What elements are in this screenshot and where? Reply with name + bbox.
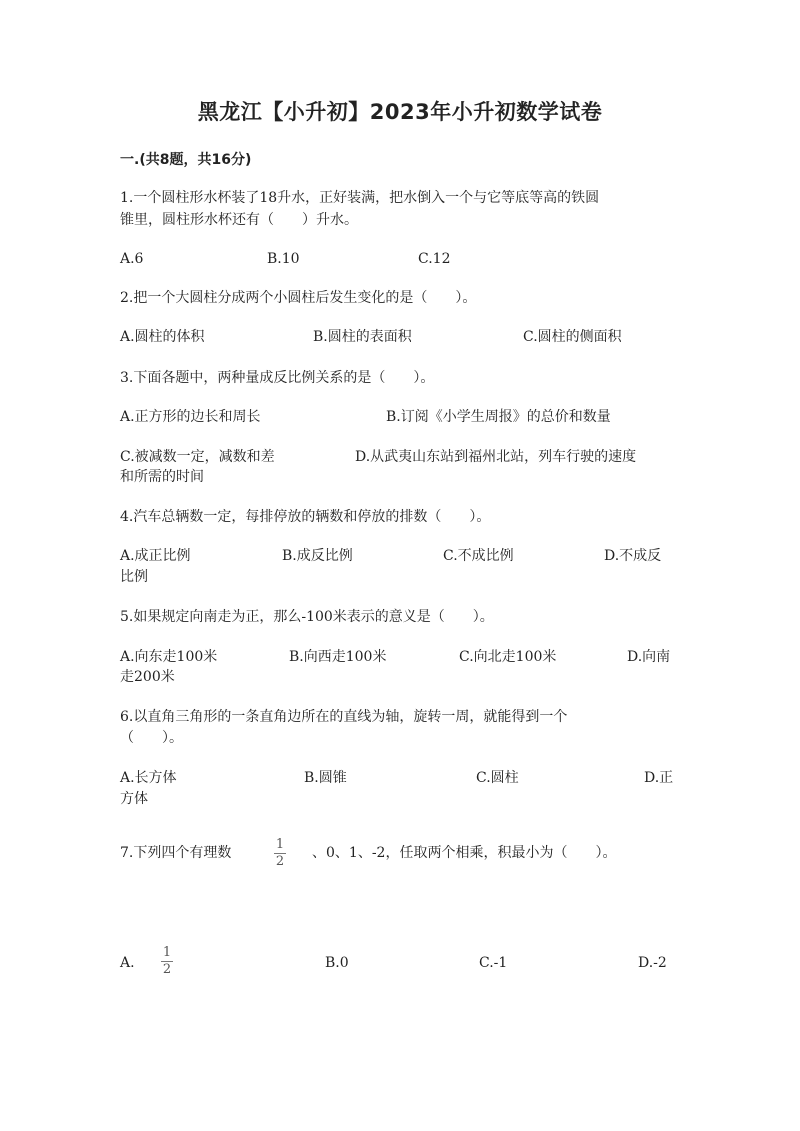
question-3-option-b: B.订阅《小学生周报》的总价和数量 <box>386 409 611 425</box>
question-7-option-c: C.-1 <box>479 955 508 971</box>
question-4-option-d: D.不成反 <box>604 548 662 564</box>
question-6-option-b: B.圆锥 <box>304 770 347 786</box>
question-4-option-d-continued: 比例 <box>120 569 148 585</box>
question-3-option-d-continued: 和所需的时间 <box>120 469 204 485</box>
question-2-option-a: A.圆柱的体积 <box>120 329 205 345</box>
question-5-option-d: D.向南 <box>627 649 671 665</box>
question-3-option-a: A.正方形的边长和周长 <box>120 409 261 425</box>
question-7-fraction <box>274 838 286 869</box>
question-5-option-d-continued: 走200米 <box>120 669 175 685</box>
question-1-option-b: B.10 <box>267 251 300 267</box>
question-7-option-b: B.0 <box>325 955 349 971</box>
question-6-option-c: C.圆柱 <box>476 770 519 786</box>
section-heading: 一.(共8题，共16分) <box>120 152 252 168</box>
question-2-option-b: B.圆柱的表面积 <box>313 329 412 345</box>
question-1-text-line-2: 锥里，圆柱形水杯还有（ ）升水。 <box>120 212 358 228</box>
question-4-text: 4.汽车总辆数一定，每排停放的辆数和停放的排数（ ）。 <box>120 509 491 525</box>
question-5-option-a: A.向东走100米 <box>120 649 218 665</box>
fraction-denominator: 2 <box>162 962 172 977</box>
question-3-text: 3.下面各题中，两种量成反比例关系的是（ ）。 <box>120 370 435 386</box>
question-6-option-d: D.正 <box>644 770 674 786</box>
fraction-denominator: 2 <box>275 854 285 869</box>
question-6-option-d-continued: 方体 <box>120 791 148 807</box>
question-4-option-b: B.成反比例 <box>282 548 353 564</box>
question-5-option-c: C.向北走100米 <box>459 649 557 665</box>
question-6-text-line-1: 6.以直角三角形的一条直角边所在的直线为轴，旋转一周，就能得到一个 <box>120 709 568 725</box>
question-4-option-c: C.不成比例 <box>443 548 514 564</box>
question-1-option-a: A.6 <box>120 251 144 267</box>
question-7-text-suffix: 、0、1、-2，任取两个相乘，积最小为（ ）。 <box>312 845 617 861</box>
question-7-option-a: A. <box>120 955 135 971</box>
question-5-option-b: B.向西走100米 <box>289 649 387 665</box>
question-6-option-a: A.长方体 <box>120 770 177 786</box>
fraction-numerator: 1 <box>162 945 172 960</box>
question-1-text-line-1: 1.一个圆柱形水杯装了18升水，正好装满，把水倒入一个与它等底等高的铁圆 <box>120 190 600 206</box>
fraction-numerator: 1 <box>275 837 285 852</box>
question-7-option-d: D.-2 <box>638 955 667 971</box>
question-2-text: 2.把一个大圆柱分成两个小圆柱后发生变化的是（ ）。 <box>120 290 477 306</box>
question-3-option-d: D.从武夷山东站到福州北站，列车行驶的速度 <box>355 449 637 465</box>
page-title: 黑龙江【小升初】2023年小升初数学试卷 <box>197 100 603 124</box>
question-6-text-line-2: （ ）。 <box>120 730 183 746</box>
question-5-text: 5.如果规定向南走为正，那么-100米表示的意义是（ ）。 <box>120 609 494 625</box>
question-3-option-c: C.被减数一定，减数和差 <box>120 449 275 465</box>
question-2-option-c: C.圆柱的侧面积 <box>523 329 622 345</box>
question-7-text-prefix: 7.下列四个有理数 <box>120 845 232 861</box>
question-4-option-a: A.成正比例 <box>120 548 191 564</box>
question-7-option-a-fraction <box>161 946 173 977</box>
question-1-option-c: C.12 <box>418 251 451 267</box>
